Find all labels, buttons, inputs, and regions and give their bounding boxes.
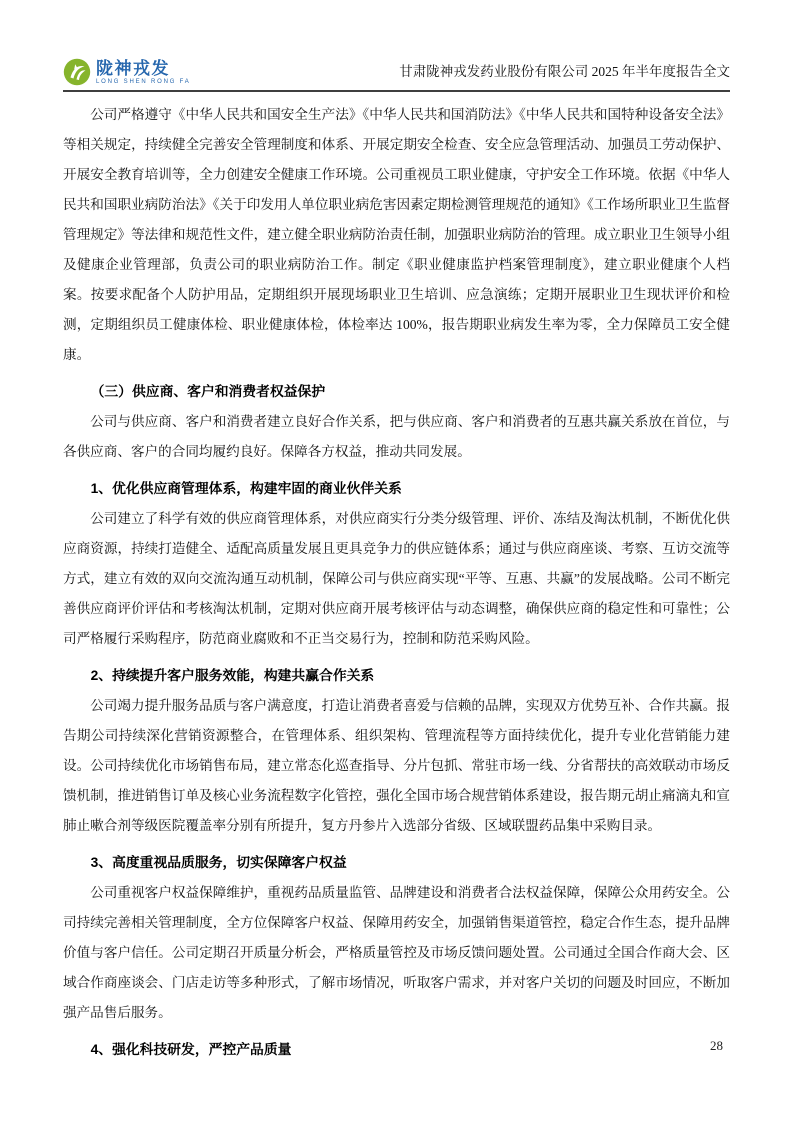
page-header [63,44,730,92]
paragraph-quality-service: 公司重视客户权益保障维护，重视药品质量监管、品牌建设和消费者合法权益保障，保障公众用药安全。公司持续完善相关管理制度，全方位保障客户权益、保障用药安全，加强销售渠道管控，稳定合作生态，提升品牌价值与客户信任。公司定期召开质量分析会，严格质量管控及市场反馈问题处置。公司通过全国合作商大会、区域合作商座谈会、门店走访等多种形式，了解市场情况，听取客户需求，并对客户关切的问题及时回应，不断加强产品售后服务。 [63,885,730,1020]
section-heading-3-suppliers-customers: （三）供应商、客户和消费者权益保护 [90,384,326,399]
subheading-2-customer-service: 2、持续提升客户服务效能，构建共赢合作关系 [90,668,375,683]
paragraph-supplier-management: 公司建立了科学有效的供应商管理体系，对供应商实行分类分级管理、评价、冻结及淘汰机制，不断优化供应商资源，持续打造健全、适配高质量发展且更具竞争力的供应链体系；通过与供应商座谈、考察、互访交流等方式，建立有效的双向交流沟通互动机制，保障公司与供应商实现“平等、互惠、共赢”的发展战略。公司不断完善供应商评价评估和考核淘汰机制，定期对供应商开展考核评估与动态调整，确保供应商的稳定性和可靠性；公司严格履行采购程序，防范商业腐败和不正当交易行为，控制和防范采购风险。 [63,511,730,646]
paragraph-supplier-customer-relations: 公司与供应商、客户和消费者建立良好合作关系，把与供应商、客户和消费者的互惠共赢关系放在首位，与各供应商、客户的合同均履约良好。保障各方权益，推动共同发展。 [63,414,730,459]
subheading-3-quality-service: 3、高度重视品质服务，切实保障客户权益 [90,855,347,870]
brand-text [96,60,191,85]
company-logo [63,58,191,86]
page-number: 28 [710,1038,723,1053]
document-body [63,100,730,1065]
subheading-1-supplier-management: 1、优化供应商管理体系，构建牢固的商业伙伴关系 [90,481,402,496]
paragraph-safety-compliance: 公司严格遵守《中华人民共和国安全生产法》《中华人民共和国消防法》《中华人民共和国特种设备安全法》等相关规定，持续健全完善安全管理制度和体系、开展定期安全检查、安全应急管理活动、加强员工劳动保护、开展安全教育培训等，全力创建安全健康工作环境。公司重视员工职业健康，守护安全工作环境。依据《中华人民共和国职业病防治法》《关于印发用人单位职业病危害因素定期检测管理规范的通知》《工作场所职业卫生监督管理规定》等法律和规范性文件，建立健全职业病防治责任制，加强职业病防治的管理。成立职业卫生领导小组及健康企业管理部，负责公司的职业病防治工作。制定《职业健康监护档案管理制度》，建立职业健康个人档案。按要求配备个人防护用品，定期组织开展现场职业卫生培训、应急演练；定期开展职业卫生现状评价和检测，定期组织员工健康体检、职业健康体检，体检率达 100%，报告期职业病发生率为零，全力保障员工安全健康。 [63,107,730,362]
brand-name-en: LONG SHEN RONG FA [96,78,191,85]
report-title: 甘肃陇神戎发药业股份有限公司 2025 年半年度报告全文 [399,64,730,79]
brand-name-cn: 陇神戎发 [96,58,170,78]
subheading-4-rd-quality: 4、强化科技研发，严控产品质量 [90,1042,292,1057]
paragraph-customer-service: 公司竭力提升服务品质与客户满意度，打造让消费者喜爱与信赖的品牌，实现双方优势互补、合作共赢。报告期公司持续深化营销资源整合，在管理体系、组织架构、管理流程等方面持续优化，提升专业化营销能力建设。公司持续优化市场销售布局，建立常态化巡查指导、分片包抓、常驻市场一线、分省帮扶的高效联动市场反馈机制，推进销售订单及核心业务流程数字化管控，强化全国市场合规营销体系建设，报告期元胡止痛滴丸和宣肺止嗽合剂等级医院覆盖率分别有所提升，复方丹参片入选部分省级、区域联盟药品集中采购目录。 [63,698,730,833]
logo-icon [63,58,91,86]
